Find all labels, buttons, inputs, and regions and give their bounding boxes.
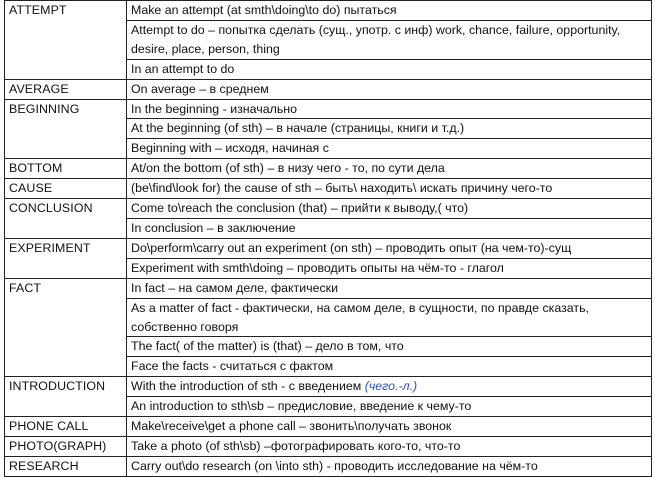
- vocab-phrase: [127, 238, 652, 258]
- phrase-text: Carry out\do research (on \into sth) - проводить исследование на чём-то: [131, 458, 538, 473]
- vocab-phrase: [127, 59, 652, 79]
- phrase-text: Come to\reach the conclusion (that) – прийти к выводу,( что): [131, 201, 469, 216]
- vocab-phrase: [127, 417, 652, 437]
- phrase-text: On average – в среднем: [131, 81, 269, 96]
- vocab-word: FACT: [5, 278, 127, 377]
- phrase-text: (be\find\look for) the cause of sth – быть\ находить\ искать причину чего-то: [131, 181, 553, 196]
- vocab-phrase: [127, 278, 652, 298]
- phrase-text: At the beginning (of sth) – в начале (страницы, книги и т.д.): [131, 121, 465, 136]
- vocabulary-table: [4, 0, 652, 477]
- table-row: [5, 417, 652, 437]
- vocab-word: CONCLUSION: [5, 199, 127, 239]
- phrase-text: The fact( of the matter) is (that) – дело в том, что: [131, 339, 404, 354]
- vocab-word: RESEARCH: [5, 456, 127, 476]
- table-row: [5, 159, 652, 179]
- vocab-phrase: [127, 159, 652, 179]
- vocabulary-table-body: [5, 1, 652, 477]
- table-row: [5, 179, 652, 199]
- vocab-word: EXPERIMENT: [5, 238, 127, 278]
- phrase-text: Attempt to do – попытка сделать (сущ., употр. с инф) work, chance, failure, opportunity, desire, place, person, thing: [131, 22, 621, 56]
- vocab-phrase: [127, 456, 652, 476]
- phrase-text: Experiment with smth\doing – проводить опыты на чём-то - глагол: [131, 260, 504, 275]
- vocab-phrase: [127, 436, 652, 456]
- vocab-phrase: [127, 377, 652, 397]
- table-row: [5, 377, 652, 397]
- table-row: [5, 436, 652, 456]
- phrase-note: (чего.-л.): [364, 379, 418, 394]
- vocab-phrase: [127, 99, 652, 119]
- phrase-text: In fact – на самом деле, фактически: [131, 280, 338, 295]
- vocab-phrase: [127, 1, 652, 21]
- vocab-word: BEGINNING: [5, 99, 127, 159]
- phrase-text: Make\receive\get a phone call – звонить\получать звонок: [131, 419, 452, 434]
- phrase-text: Face the facts - считаться с фактом: [131, 359, 334, 374]
- vocab-phrase: [127, 218, 652, 238]
- vocab-word: PHOTO(GRAPH): [5, 436, 127, 456]
- vocab-word: PHONE CALL: [5, 417, 127, 437]
- vocab-word: ATTEMPT: [5, 1, 127, 80]
- vocab-phrase: [127, 139, 652, 159]
- table-row: [5, 199, 652, 219]
- table-row: [5, 1, 652, 21]
- vocab-word: INTRODUCTION: [5, 377, 127, 417]
- vocab-phrase: [127, 199, 652, 219]
- phrase-text: In the beginning - изначально: [131, 101, 298, 116]
- vocab-word: BOTTOM: [5, 159, 127, 179]
- vocab-phrase: [127, 79, 652, 99]
- phrase-text: In an attempt to do: [131, 61, 235, 76]
- vocab-word: CAUSE: [5, 179, 127, 199]
- table-row: [5, 278, 652, 298]
- phrase-text: Make an attempt (at smth\doing\to do) пытаться: [131, 3, 397, 17]
- phrase-text: Beginning with – исходя, начиная с: [131, 141, 329, 156]
- phrase-text: Do\perform\carry out an experiment (on sth) – проводить опыт (на чем-то)-сущ: [131, 240, 572, 255]
- table-row: [5, 79, 652, 99]
- phrase-text: At/on the bottom (of sth) – в низу чего - то, по сути дела: [131, 161, 445, 176]
- phrase-text: Take a photo (of sth\sb) –фотографировать кого-то, что-то: [131, 438, 461, 453]
- vocab-phrase: [127, 298, 652, 337]
- table-row: [5, 456, 652, 476]
- table-row: [5, 99, 652, 119]
- vocab-phrase: [127, 20, 652, 59]
- table-row: [5, 238, 652, 258]
- phrase-text: In conclusion – в заключение: [131, 220, 296, 235]
- phrase-text: As a matter of fact - фактически, на самом деле, в сущности, по правде сказать, собственно говоря: [131, 300, 589, 334]
- vocab-phrase: [127, 397, 652, 417]
- phrase-text: An introduction to sth\sb – предисловие, введение к чему-то: [131, 399, 472, 414]
- vocab-phrase: [127, 119, 652, 139]
- phrase-text: With the introduction of sth - с введением: [131, 379, 362, 394]
- vocab-phrase: [127, 357, 652, 377]
- vocab-phrase: [127, 258, 652, 278]
- vocab-word: AVERAGE: [5, 79, 127, 99]
- vocab-phrase: [127, 179, 652, 199]
- vocab-phrase: [127, 337, 652, 357]
